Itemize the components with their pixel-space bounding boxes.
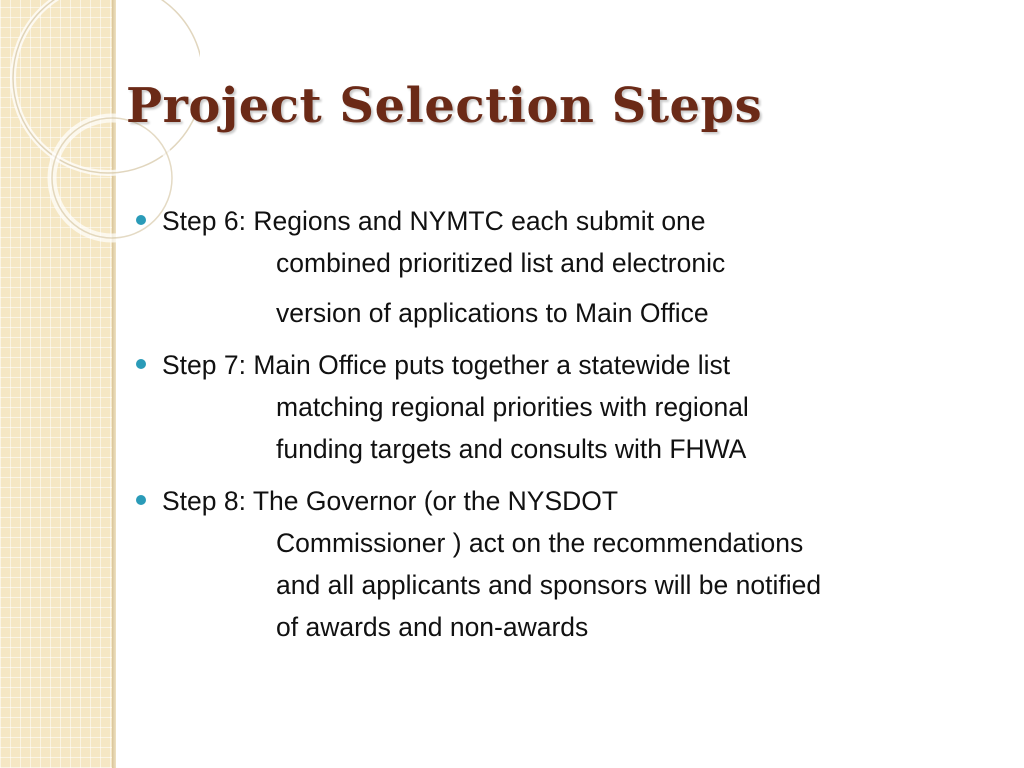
step-item-8 xyxy=(134,480,1004,648)
side-decor-panel xyxy=(0,0,112,768)
side-panel-edge xyxy=(112,0,116,768)
steps-list xyxy=(134,200,1004,658)
slide-title: Project Selection Steps xyxy=(126,78,763,134)
step-7-line-1: Step 7: Main Office puts together a statewide list xyxy=(162,350,731,380)
step-6-line-2: combined prioritized list and electronic xyxy=(276,248,726,278)
step-item-6 xyxy=(134,200,1004,334)
step-item-7 xyxy=(134,344,1004,470)
bullet-icon xyxy=(136,495,146,505)
step-7-line-3: funding targets and consults with FHWA xyxy=(276,434,747,464)
bullet-icon xyxy=(136,215,146,225)
step-6-line-3: version of applications to Main Office xyxy=(276,298,709,328)
step-6-line-1: Step 6: Regions and NYMTC each submit one xyxy=(162,206,706,236)
step-7-line-2: matching regional priorities with regional xyxy=(276,392,749,422)
step-8-line-1: Step 8: The Governor (or the NYSDOT xyxy=(162,486,619,516)
step-8-line-3: and all applicants and sponsors will be notified xyxy=(276,570,822,600)
bullet-icon xyxy=(136,359,146,369)
step-8-line-4: of awards and non-awards xyxy=(276,612,589,642)
step-8-line-2: Commissioner ) act on the recommendations xyxy=(276,528,804,558)
